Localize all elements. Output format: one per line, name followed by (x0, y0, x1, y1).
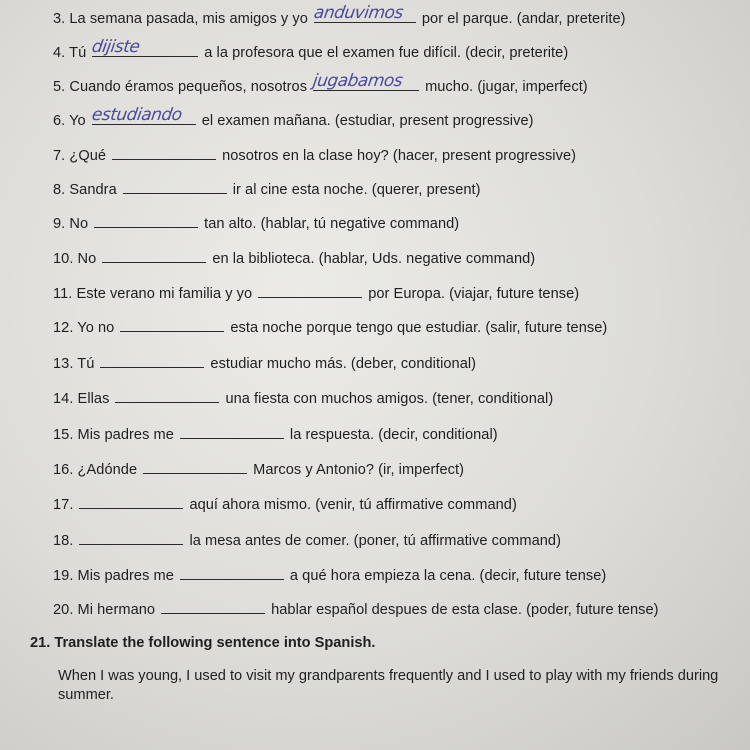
answer-blank[interactable] (90, 105, 196, 125)
question-hint: ir al cine esta noche. (querer, present) (232, 182, 481, 198)
answer-blank[interactable] (180, 567, 284, 580)
question-hint: por el parque. (andar, preterite) (421, 11, 626, 27)
answer-blank[interactable] (123, 181, 227, 194)
question-hint: estudiar mucho más. (deber, conditional) (210, 356, 477, 372)
question-prompt: 10. No (53, 251, 97, 267)
question-prompt: 15. Mis padres me (53, 427, 174, 443)
question-prompt: 3. La semana pasada, mis amigos y yo (53, 11, 308, 27)
question-10 (53, 250, 535, 267)
translation-heading: 21. Translate the following sentence into Spanish. (30, 635, 376, 651)
question-3 (53, 3, 626, 27)
handwritten-answer: dijiste (90, 37, 142, 57)
question-13 (53, 355, 476, 372)
question-hint: aquí ahora mismo. (venir, tú affirmative command) (189, 497, 517, 513)
handwritten-answer: anduvimos (312, 3, 405, 23)
question-9 (53, 215, 459, 232)
question-hint: a qué hora empieza la cena. (decir, future tense) (289, 568, 607, 584)
question-prompt: 11. Este verano mi familia y yo (53, 286, 253, 302)
answer-blank[interactable] (102, 250, 206, 263)
answer-blank[interactable] (312, 3, 416, 23)
handwritten-answer: estudiando (90, 105, 183, 125)
question-hint: por Europa. (viajar, future tense) (368, 286, 580, 302)
question-12 (53, 319, 607, 336)
question-prompt: 12. Yo no (53, 320, 115, 336)
question-14 (53, 390, 553, 407)
question-prompt: 18. (53, 533, 74, 549)
question-hint: nosotros en la clase hoy? (hacer, present progressive) (222, 148, 577, 164)
question-16 (53, 461, 464, 478)
question-prompt: 4. Tú (53, 45, 87, 61)
question-prompt: 13. Tú (53, 356, 95, 372)
question-15 (53, 426, 498, 443)
question-19 (53, 567, 606, 584)
answer-blank[interactable] (161, 601, 265, 614)
question-20 (53, 601, 659, 618)
question-hint: a la profesora que el examen fue difícil. (decir, preterite) (204, 45, 569, 61)
answer-blank[interactable] (120, 319, 224, 332)
question-hint: en la biblioteca. (hablar, Uds. negative command) (212, 251, 536, 267)
answer-blank[interactable] (94, 215, 198, 228)
question-hint: esta noche porque tengo que estudiar. (salir, future tense) (230, 320, 608, 336)
question-hint: la respuesta. (decir, conditional) (289, 427, 498, 443)
question-prompt: 16. ¿Adónde (53, 462, 138, 478)
question-prompt: 7. ¿Qué (53, 148, 107, 164)
question-7 (53, 147, 576, 164)
question-prompt: 14. Ellas (53, 391, 110, 407)
question-hint: la mesa antes de comer. (poner, tú affirmative command) (189, 533, 561, 549)
question-hint: mucho. (jugar, imperfect) (425, 79, 588, 95)
answer-blank[interactable] (79, 532, 183, 545)
question-prompt: 6. Yo (53, 113, 86, 129)
answer-blank[interactable] (311, 71, 419, 91)
question-4 (53, 37, 569, 61)
answer-blank[interactable] (112, 147, 216, 160)
answer-blank[interactable] (180, 426, 284, 439)
question-prompt: 5. Cuando éramos pequeños, nosotros (53, 79, 308, 95)
question-hint: el examen mañana. (estudiar, present progressive) (201, 113, 534, 129)
handwritten-answer: jugabamos (311, 71, 404, 91)
translation-sentence: When I was young, I used to visit my grandparents frequently and I used to play with my friends during summer. (58, 668, 719, 703)
answer-blank[interactable] (90, 37, 198, 57)
answer-blank[interactable] (143, 461, 247, 474)
question-prompt: 17. (53, 497, 74, 513)
question-17 (53, 496, 517, 513)
question-18 (53, 532, 561, 549)
answer-blank[interactable] (100, 355, 204, 368)
question-prompt: 20. Mi hermano (53, 602, 156, 618)
question-hint: hablar español despues de esta clase. (poder, future tense) (271, 602, 659, 618)
question-6 (53, 105, 534, 129)
question-hint: tan alto. (hablar, tú negative command) (204, 216, 460, 232)
answer-blank[interactable] (115, 390, 219, 403)
question-8 (53, 181, 481, 198)
question-prompt: 9. No (53, 216, 89, 232)
question-5 (53, 71, 588, 95)
question-11 (53, 285, 579, 302)
question-prompt: 8. Sandra (53, 182, 117, 198)
answer-blank[interactable] (258, 285, 362, 298)
question-hint: Marcos y Antonio? (ir, imperfect) (253, 462, 465, 478)
question-prompt: 19. Mis padres me (53, 568, 174, 584)
question-hint: una fiesta con muchos amigos. (tener, conditional) (225, 391, 554, 407)
answer-blank[interactable] (79, 496, 183, 509)
